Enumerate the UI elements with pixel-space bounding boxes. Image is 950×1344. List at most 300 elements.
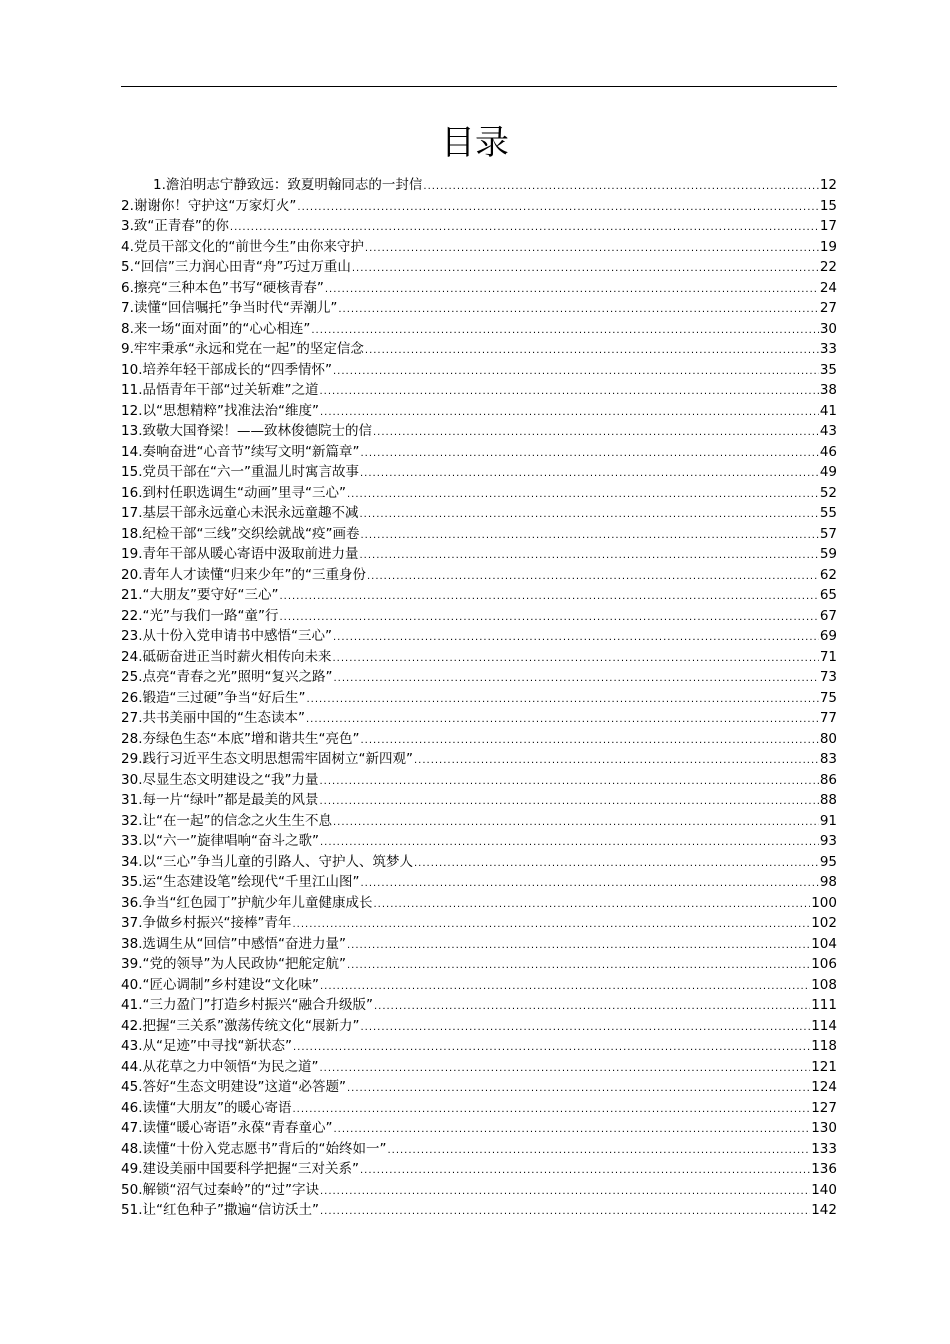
dot-leader — [373, 895, 810, 916]
entry-page-number: 118 — [811, 1038, 837, 1054]
dot-leader — [365, 239, 819, 260]
entry-separator: . — [138, 1099, 143, 1116]
entry-number: 13 — [121, 423, 139, 439]
toc-entry[interactable] — [121, 237, 837, 258]
entry-title: 运“生态建设笔”绘现代“千里江山图” — [142, 874, 360, 890]
dot-leader — [423, 177, 818, 198]
entry-separator: . — [138, 566, 143, 583]
entry-separator: . — [138, 443, 143, 460]
entry-separator: . — [138, 1181, 143, 1198]
toc-entry[interactable] — [121, 708, 837, 729]
entry-separator: . — [129, 218, 134, 234]
entry-title: 把握“三关系”激荡传统文化“展新力” — [142, 1017, 360, 1034]
entry-number: 46 — [121, 1099, 139, 1116]
entry-title: 以“思想精粹”找准法治“维度” — [142, 402, 319, 419]
entry-title: 培养年轻干部成长的“四季情怀” — [142, 361, 332, 378]
entry-page-number: 41 — [819, 402, 837, 419]
entry-separator: . — [129, 300, 134, 316]
dot-leader — [359, 505, 818, 526]
entry-number: 42 — [121, 1017, 139, 1034]
entry-title: 点亮“青春之光”照明“复兴之路” — [142, 669, 333, 685]
entry-separator: . — [129, 259, 134, 275]
entry-title: 读懂“大朋友”的暖心寄语 — [142, 1099, 292, 1116]
entry-title: 选调生从“回信”中感悟“奋进力量” — [142, 935, 346, 952]
toc-entry[interactable] — [121, 1016, 837, 1037]
toc-entry[interactable] — [121, 524, 837, 545]
entry-number: 17 — [121, 505, 139, 521]
entry-page-number: 114 — [811, 1017, 837, 1034]
entry-page-number: 52 — [819, 484, 837, 501]
entry-title: “回信”三力润心田青“舟”巧过万重山 — [133, 259, 351, 275]
entry-title: 从“足迹”中寻找“新状态” — [142, 1038, 292, 1054]
entry-separator: . — [138, 771, 143, 788]
entry-title: 以“三心”争当儿童的引路人、守护人、筑梦人 — [142, 853, 413, 870]
dot-leader — [387, 1141, 810, 1162]
entry-separator: . — [138, 751, 143, 767]
entry-separator: . — [138, 361, 143, 378]
entry-title: 建设美丽中国要科学把握“三对关系” — [142, 1161, 359, 1177]
entry-number: 26 — [121, 689, 139, 706]
entry-title: “大朋友”要守好“三心” — [142, 587, 279, 603]
entry-page-number: 80 — [819, 730, 837, 747]
entry-separator: . — [138, 669, 143, 685]
toc-entry[interactable] — [121, 1159, 837, 1180]
entry-number: 27 — [121, 710, 139, 726]
entry-title: 砥砺奋进正当时薪火相传向未来 — [142, 648, 332, 665]
entry-number: 29 — [121, 751, 139, 767]
entry-page-number: 108 — [811, 976, 837, 993]
dot-leader — [365, 341, 819, 362]
entry-number: 33 — [121, 833, 139, 849]
dot-leader — [332, 649, 818, 670]
dot-leader — [347, 956, 810, 977]
entry-number: 2 — [121, 197, 130, 214]
toc-entry[interactable] — [121, 1098, 837, 1119]
entry-page-number: 38 — [819, 382, 837, 398]
toc-entry[interactable] — [121, 175, 837, 196]
entry-separator: . — [138, 423, 143, 439]
entry-page-number: 124 — [811, 1079, 837, 1095]
toc-entry[interactable] — [121, 688, 837, 709]
entry-separator: . — [138, 1161, 143, 1177]
entry-number: 1 — [153, 177, 162, 193]
entry-page-number: 49 — [819, 464, 837, 480]
entry-title: 从十份入党申请书中感悟“三心” — [142, 628, 332, 644]
entry-title: 答好“生态文明建设”这道“必答题” — [142, 1079, 346, 1095]
entry-number: 8 — [121, 320, 130, 337]
entry-number: 7 — [121, 300, 130, 316]
header-rule — [121, 86, 837, 87]
dot-leader — [333, 362, 819, 383]
entry-title: 读懂“暖心寄语”永葆“青春童心” — [142, 1120, 333, 1136]
toc-entry[interactable] — [121, 626, 837, 647]
entry-separator: . — [138, 853, 143, 870]
entry-page-number: 140 — [811, 1181, 837, 1198]
entry-title: 奏响奋进“心音节”续写文明“新篇章” — [142, 443, 360, 460]
toc-entry[interactable] — [121, 852, 837, 873]
entry-page-number: 67 — [819, 607, 837, 624]
entry-number: 49 — [121, 1161, 139, 1177]
entry-title: 读懂“十份入党志愿书”背后的“始终如一” — [142, 1140, 387, 1157]
entry-page-number: 12 — [819, 177, 837, 193]
entry-separator: . — [138, 464, 143, 480]
entry-number: 39 — [121, 956, 139, 972]
entry-page-number: 88 — [819, 792, 837, 808]
toc-entry[interactable] — [121, 975, 837, 996]
entry-separator: . — [138, 402, 143, 419]
entry-separator: . — [129, 320, 134, 337]
toc-entry[interactable] — [121, 1180, 837, 1201]
entry-title: 澹泊明志宁静致远：致夏明翰同志的一封信 — [165, 177, 423, 193]
entry-number: 6 — [121, 279, 130, 296]
entry-number: 51 — [121, 1202, 139, 1218]
dot-leader — [373, 423, 819, 444]
toc-entry[interactable] — [121, 811, 837, 832]
entry-number: 15 — [121, 464, 139, 480]
entry-number: 32 — [121, 812, 139, 829]
toc-entry[interactable] — [121, 1077, 837, 1098]
entry-page-number: 30 — [819, 320, 837, 337]
entry-page-number: 17 — [819, 218, 837, 234]
entry-separator: . — [129, 279, 134, 296]
entry-number: 35 — [121, 874, 139, 890]
entry-separator: . — [138, 792, 143, 808]
entry-title: 青年干部从暖心寄语中汲取前进力量 — [142, 546, 359, 562]
toc-entry[interactable] — [121, 872, 837, 893]
entry-page-number: 86 — [819, 771, 837, 788]
dot-leader — [292, 1100, 810, 1121]
toc-entry[interactable] — [121, 934, 837, 955]
dot-leader — [333, 628, 819, 649]
entry-separator: . — [129, 341, 134, 357]
entry-number: 16 — [121, 484, 139, 501]
entry-separator: . — [138, 894, 143, 911]
toc-entry[interactable] — [121, 196, 837, 217]
dot-leader — [347, 1079, 810, 1100]
entry-page-number: 77 — [819, 710, 837, 726]
entry-separator: . — [138, 525, 143, 542]
entry-page-number: 55 — [819, 505, 837, 521]
table-of-contents — [121, 175, 837, 1221]
entry-page-number: 104 — [811, 935, 837, 952]
entry-separator: . — [129, 238, 134, 255]
entry-page-number: 15 — [819, 197, 837, 214]
entry-number: 45 — [121, 1079, 139, 1095]
entry-page-number: 95 — [819, 853, 837, 870]
dot-leader — [279, 608, 818, 629]
entry-separator: . — [138, 1120, 143, 1136]
entry-title: 争做乡村振兴“接棒”青年 — [142, 915, 292, 931]
entry-number: 24 — [121, 648, 139, 665]
entry-title: 品悟青年干部“过关斩难”之道 — [142, 382, 319, 398]
dot-leader — [360, 731, 818, 752]
entry-number: 40 — [121, 976, 139, 993]
dot-leader — [367, 567, 819, 588]
entry-number: 19 — [121, 546, 139, 562]
toc-entry[interactable] — [121, 298, 837, 319]
toc-entry[interactable] — [121, 667, 837, 688]
entry-separator: . — [138, 833, 143, 849]
entry-number: 20 — [121, 566, 139, 583]
entry-page-number: 136 — [811, 1161, 837, 1177]
entry-separator: . — [138, 607, 143, 624]
dot-leader — [297, 198, 818, 219]
entry-page-number: 69 — [819, 628, 837, 644]
dot-leader — [306, 690, 818, 711]
dot-leader — [414, 854, 819, 875]
dot-leader — [319, 792, 818, 813]
toc-entry[interactable] — [121, 442, 837, 463]
dot-leader — [320, 403, 819, 424]
entry-title: “三力盈门”打造乡村振兴“融合升级版” — [142, 997, 373, 1013]
entry-separator: . — [138, 587, 143, 603]
toc-entry[interactable] — [121, 278, 837, 299]
dot-leader — [319, 772, 818, 793]
entry-number: 21 — [121, 587, 139, 603]
dot-leader — [319, 382, 818, 403]
entry-page-number: 35 — [819, 361, 837, 378]
toc-entry[interactable] — [121, 606, 837, 627]
dot-leader — [360, 1018, 810, 1039]
entry-number: 14 — [121, 443, 139, 460]
entry-page-number: 65 — [819, 587, 837, 603]
toc-entry[interactable] — [121, 1139, 837, 1160]
entry-number: 43 — [121, 1038, 139, 1054]
dot-leader — [352, 259, 819, 280]
entry-page-number: 142 — [811, 1202, 837, 1218]
entry-number: 34 — [121, 853, 139, 870]
entry-title: 夯绿色生态“本底”增和谐共生“亮色” — [142, 730, 360, 747]
dot-leader — [306, 710, 819, 731]
toc-entry[interactable] — [121, 995, 837, 1016]
entry-title: 锻造“三过硬”争当“好后生” — [142, 689, 306, 706]
entry-number: 3 — [121, 218, 130, 234]
entry-title: 让“在一起”的信念之火生生不息 — [142, 812, 332, 829]
entry-number: 12 — [121, 402, 139, 419]
entry-separator: . — [138, 730, 143, 747]
entry-page-number: 71 — [819, 648, 837, 665]
entry-title: 共书美丽中国的“生态读本” — [142, 710, 305, 726]
entry-separator: . — [138, 484, 143, 501]
entry-title: 争当“红色园丁”护航少年儿童健康成长 — [142, 894, 373, 911]
dot-leader — [333, 1120, 810, 1141]
entry-title: 从花草之力中领悟“为民之道” — [142, 1058, 319, 1075]
entry-separator: . — [138, 1140, 143, 1157]
entry-title: “匠心调制”乡村建设“文化味” — [142, 976, 319, 993]
dot-leader — [347, 485, 819, 506]
toc-entry[interactable] — [121, 360, 837, 381]
entry-page-number: 75 — [819, 689, 837, 706]
toc-entry[interactable] — [121, 913, 837, 934]
entry-number: 5 — [121, 259, 130, 275]
entry-title: 青年人才读懂“归来少年”的“三重身份 — [142, 566, 366, 583]
entry-page-number: 102 — [811, 915, 837, 931]
entry-number: 22 — [121, 607, 139, 624]
entry-title: 致敬大国脊梁！——致林俊德院士的信 — [142, 423, 372, 439]
toc-entry[interactable] — [121, 462, 837, 483]
entry-title: 让“红色种子”撒遍“信访沃土” — [142, 1202, 319, 1218]
toc-entry[interactable] — [121, 483, 837, 504]
entry-number: 36 — [121, 894, 139, 911]
dot-leader — [414, 751, 819, 772]
entry-page-number: 19 — [819, 238, 837, 255]
entry-separator: . — [138, 956, 143, 972]
entry-separator: . — [138, 997, 143, 1013]
dot-leader — [279, 587, 818, 608]
entry-number: 47 — [121, 1120, 139, 1136]
toc-entry[interactable] — [121, 893, 837, 914]
dot-leader — [311, 321, 818, 342]
entry-title: 来一场“面对面”的“心心相连” — [133, 320, 311, 337]
entry-page-number: 33 — [819, 341, 837, 357]
toc-entry[interactable] — [121, 1036, 837, 1057]
entry-separator: . — [138, 505, 143, 521]
dot-leader — [374, 997, 810, 1018]
entry-title: 纪检干部“三线”交织绘就战“疫”画卷 — [142, 525, 360, 542]
entry-title: 党员干部在“六一”重温儿时寓言故事 — [142, 464, 359, 480]
toc-entry[interactable] — [121, 1118, 837, 1139]
toc-entry[interactable] — [121, 421, 837, 442]
toc-entry[interactable] — [121, 257, 837, 278]
entry-separator: . — [138, 1079, 143, 1095]
entry-number: 9 — [121, 341, 130, 357]
entry-separator: . — [138, 382, 143, 398]
entry-page-number: 83 — [819, 751, 837, 767]
entry-title: 牢牢秉承“永远和党在一起”的坚定信念 — [133, 341, 364, 357]
entry-title: 党员干部文化的“前世今生”由你来守护 — [133, 238, 364, 255]
toc-entry[interactable] — [121, 339, 837, 360]
dot-leader — [359, 546, 818, 567]
entry-number: 31 — [121, 792, 139, 808]
entry-title: 擦亮“三种本色”书写“硬核青春” — [133, 279, 324, 296]
entry-separator: . — [138, 1058, 143, 1075]
entry-separator: . — [138, 935, 143, 952]
entry-page-number: 98 — [819, 874, 837, 890]
dot-leader — [360, 526, 818, 547]
entry-number: 38 — [121, 935, 139, 952]
toc-entry[interactable] — [121, 729, 837, 750]
entry-page-number: 57 — [819, 525, 837, 542]
entry-separator: . — [138, 648, 143, 665]
toc-entry[interactable] — [121, 380, 837, 401]
entry-separator: . — [138, 628, 143, 644]
entry-title: 基层干部永远童心未泯永远童趣不减 — [142, 505, 359, 521]
toc-entry[interactable] — [121, 790, 837, 811]
entry-number: 44 — [121, 1058, 139, 1075]
entry-number: 25 — [121, 669, 139, 685]
entry-page-number: 91 — [819, 812, 837, 829]
toc-entry[interactable] — [121, 585, 837, 606]
dot-leader — [325, 280, 819, 301]
toc-entry[interactable] — [121, 831, 837, 852]
entry-separator: . — [138, 1017, 143, 1034]
toc-entry[interactable] — [121, 216, 837, 237]
entry-title: 解锁“沼气过秦岭”的“过”字诀 — [142, 1181, 319, 1198]
entry-page-number: 27 — [819, 300, 837, 316]
entry-title: 谢谢你！守护这“万家灯火” — [133, 197, 297, 214]
dot-leader — [320, 833, 819, 854]
entry-page-number: 46 — [819, 443, 837, 460]
dot-leader — [360, 874, 818, 895]
dot-leader — [360, 444, 818, 465]
entry-separator: . — [138, 976, 143, 993]
entry-page-number: 127 — [811, 1099, 837, 1116]
entry-page-number: 130 — [811, 1120, 837, 1136]
entry-title: 尽显生态文明建设之“我”力量 — [142, 771, 319, 788]
entry-page-number: 24 — [819, 279, 837, 296]
entry-number: 30 — [121, 771, 139, 788]
toc-entry[interactable] — [121, 1200, 837, 1221]
dot-leader — [333, 669, 818, 690]
dot-leader — [333, 813, 819, 834]
entry-number: 48 — [121, 1140, 139, 1157]
toc-entry[interactable] — [121, 749, 837, 770]
toc-entry[interactable] — [121, 647, 837, 668]
entry-page-number: 43 — [819, 423, 837, 439]
entry-page-number: 62 — [819, 566, 837, 583]
entry-number: 50 — [121, 1181, 139, 1198]
entry-page-number: 93 — [819, 833, 837, 849]
dot-leader — [338, 300, 818, 321]
dot-leader — [360, 464, 819, 485]
entry-title: “党的领导”为人民政协“把舵定航” — [142, 956, 346, 972]
toc-entry[interactable] — [121, 319, 837, 340]
entry-page-number: 121 — [811, 1058, 837, 1075]
entry-separator: . — [138, 710, 143, 726]
dot-leader — [230, 218, 819, 239]
entry-title: 致“正青春”的你 — [133, 218, 229, 234]
entry-number: 18 — [121, 525, 139, 542]
entry-title: “光”与我们一路“童”行 — [142, 607, 279, 624]
entry-title: 践行习近平生态文明思想需牢固树立“新四观” — [142, 751, 413, 767]
toc-entry[interactable] — [121, 503, 837, 524]
toc-entry[interactable] — [121, 544, 837, 565]
toc-entry[interactable] — [121, 401, 837, 422]
entry-number: 37 — [121, 915, 139, 931]
dot-leader — [360, 1161, 810, 1182]
entry-separator: . — [138, 874, 143, 890]
dot-leader — [292, 915, 810, 936]
entry-number: 4 — [121, 238, 130, 255]
toc-entry[interactable] — [121, 565, 837, 586]
entry-separator: . — [161, 177, 166, 193]
toc-entry[interactable] — [121, 770, 837, 791]
entry-separator: . — [138, 1038, 143, 1054]
entry-title: 读懂“回信嘱托”争当时代“弄潮儿” — [133, 300, 338, 316]
entry-number: 10 — [121, 361, 139, 378]
entry-separator: . — [138, 689, 143, 706]
entry-page-number: 100 — [811, 894, 837, 911]
toc-entry[interactable] — [121, 1057, 837, 1078]
entry-page-number: 133 — [811, 1140, 837, 1157]
entry-separator: . — [138, 915, 143, 931]
entry-page-number: 59 — [819, 546, 837, 562]
entry-number: 11 — [121, 382, 139, 398]
dot-leader — [320, 1202, 810, 1223]
dot-leader — [347, 936, 810, 957]
dot-leader — [319, 1059, 810, 1080]
entry-page-number: 22 — [819, 259, 837, 275]
toc-entry[interactable] — [121, 954, 837, 975]
entry-number: 23 — [121, 628, 139, 644]
entry-page-number: 106 — [811, 956, 837, 972]
entry-page-number: 73 — [819, 669, 837, 685]
entry-page-number: 111 — [811, 997, 837, 1013]
entry-separator: . — [138, 546, 143, 562]
entry-title: 到村任职选调生“动画”里寻“三心” — [142, 484, 346, 501]
dot-leader — [320, 1182, 810, 1203]
entry-separator: . — [138, 812, 143, 829]
